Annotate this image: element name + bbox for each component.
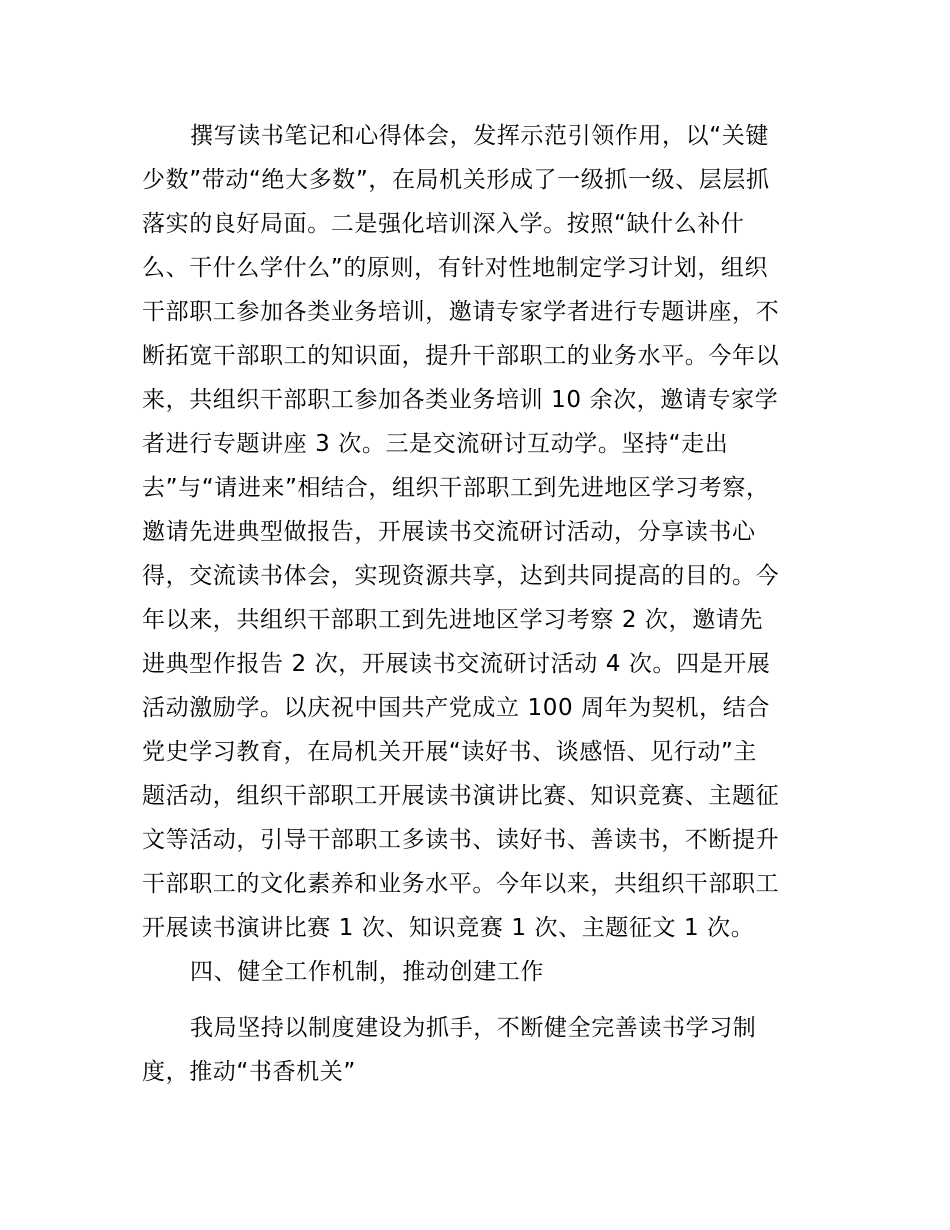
- paragraph-line: 干部职工的文化素养和业务水平。今年以来，共组织干部职工: [142, 871, 780, 897]
- paragraph-line: 我局坚持以制度建设为抓手，不断健全完善读书学习制: [190, 1015, 757, 1041]
- paragraph-line: 得，交流读书体会，实现资源共享，达到共同提高的目的。今: [142, 563, 780, 589]
- paragraph-line: 撰写读书笔记和心得体会，发挥示范引领作用，以“关键: [190, 123, 769, 149]
- paragraph-line: 断拓宽干部职工的知识面，提升干部职工的业务水平。今年以: [142, 343, 780, 369]
- paragraph-line: 度，推动“书香机关”: [142, 1059, 356, 1085]
- paragraph-line: 少数”带动“绝大多数”，在局机关形成了一级抓一级、层层抓: [142, 167, 770, 193]
- paragraph-line: 开展读书演讲比赛 1 次、知识竞赛 1 次、主题征文 1 次。: [142, 915, 755, 941]
- paragraph-line: 干部职工参加各类业务培训，邀请专家学者进行专题讲座，不: [142, 299, 780, 325]
- paragraph-line: 文等活动，引导干部职工多读书、读好书、善读书，不断提升: [142, 827, 780, 853]
- paragraph-line: 邀请先进典型做报告，开展读书交流研讨活动，分享读书心: [142, 519, 756, 545]
- paragraph-line: 者进行专题讲座 3 次。三是交流研讨互动学。坚持“走出: [142, 431, 729, 457]
- paragraph-line: 进典型作报告 2 次，开展读书交流研讨活动 4 次。四是开展: [142, 651, 771, 677]
- paragraph-line: 去”与“请进来”相结合，组织干部职工到先进地区学习考察，: [142, 475, 770, 501]
- paragraph-line: 来，共组织干部职工参加各类业务培训 10 余次，邀请专家学: [142, 387, 779, 413]
- section-heading: 四、健全工作机制，推动创建工作: [190, 959, 544, 985]
- paragraph-line: 年以来，共组织干部职工到先进地区学习考察 2 次，邀请先: [142, 607, 764, 633]
- paragraph-line: 党史学习教育，在局机关开展“读好书、谈感悟、见行动”主: [142, 739, 758, 765]
- paragraph-line: 落实的良好局面。二是强化培训深入学。按照“缺什么补什: [142, 211, 745, 237]
- paragraph-line: 么、干什么学什么”的原则，有针对性地制定学习计划，组织: [142, 255, 769, 281]
- paragraph-line: 活动激励学。以庆祝中国共产党成立 100 周年为契机，结合: [142, 695, 770, 721]
- paragraph-line: 题活动，组织干部职工开展读书演讲比赛、知识竞赛、主题征: [142, 783, 780, 809]
